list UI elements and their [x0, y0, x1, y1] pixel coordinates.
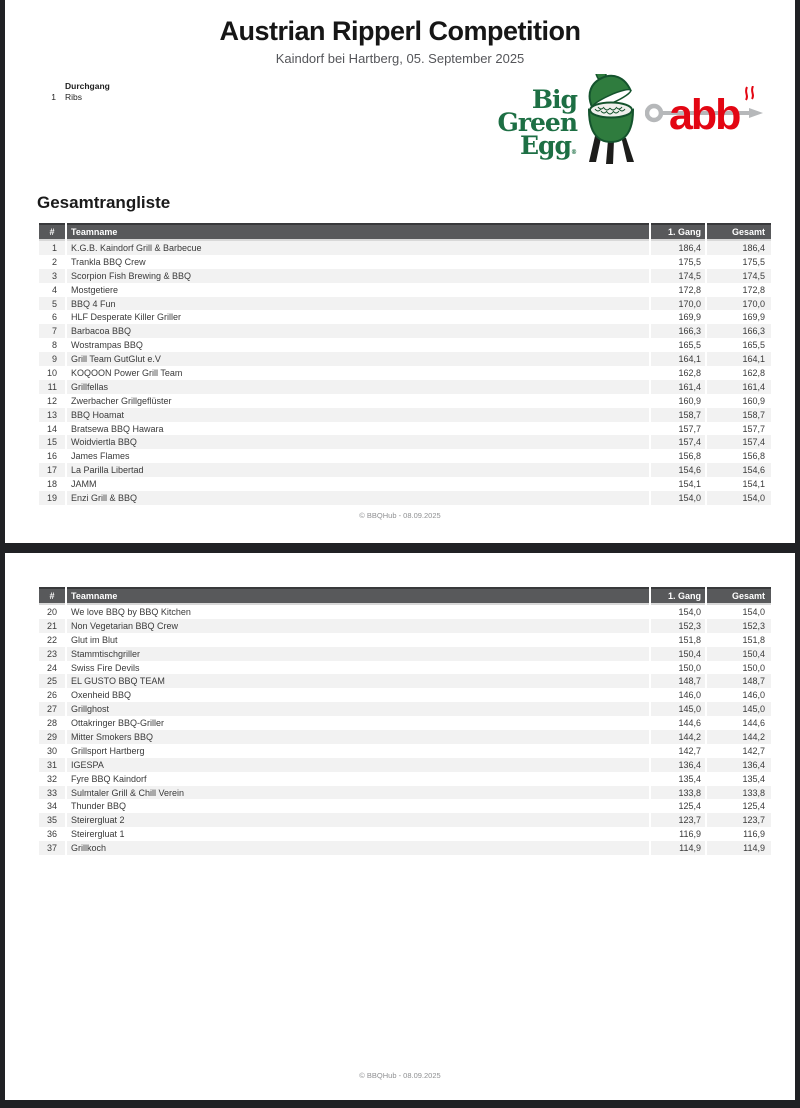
table-row	[39, 841, 771, 855]
table-row	[39, 380, 771, 394]
gang1-cell: 157,4	[651, 435, 705, 449]
team-cell: Grillfellas	[67, 380, 649, 394]
durchgang-block	[42, 81, 110, 104]
table-row	[39, 605, 771, 619]
table-row	[39, 716, 771, 730]
team-cell: K.G.B. Kaindorf Grill & Barbecue	[67, 241, 649, 255]
team-cell: Glut im Blut	[71, 634, 118, 645]
team-cell: Non Vegetarian BBQ Crew	[67, 619, 649, 633]
durchgang-row	[42, 92, 110, 103]
total-cell: 158,7	[707, 408, 771, 422]
total-cell: 154,0	[707, 491, 771, 505]
team-cell: Enzi Grill & BBQ	[67, 491, 649, 505]
table-header	[39, 223, 771, 241]
rank-cell: 5	[39, 297, 65, 311]
gang1-cell: 135,4	[678, 773, 701, 784]
gang1-cell: 154,1	[678, 479, 701, 490]
team-cell: Steirergluat 1	[71, 829, 125, 840]
big-green-egg-grill-icon	[579, 74, 643, 168]
total-cell: 144,2	[707, 730, 771, 744]
gang1-cell: 166,3	[651, 324, 705, 338]
rank-cell: 6	[51, 312, 57, 323]
total-cell: 186,4	[707, 241, 771, 255]
rank-cell: 14	[46, 423, 57, 434]
rank-cell: 26	[46, 690, 57, 701]
total-cell: 144,6	[742, 718, 765, 729]
rank-cell: 34	[46, 801, 57, 812]
total-cell: 161,4	[707, 380, 771, 394]
ranking-table-page1	[37, 223, 773, 505]
total-cell: 170,0	[707, 297, 771, 311]
table-row	[39, 647, 771, 661]
total-cell: 142,7	[742, 745, 765, 756]
total-cell: 123,7	[707, 813, 771, 827]
total-cell: 157,7	[742, 423, 765, 434]
page-title: Austrian Ripperl Competition	[219, 16, 581, 46]
gang1-cell: 136,4	[651, 758, 705, 772]
gang1-cell: 125,4	[678, 801, 701, 812]
gang1-cell: 150,0	[678, 662, 701, 673]
team-cell: Thunder BBQ	[71, 801, 127, 812]
gang1-cell: 161,4	[651, 380, 705, 394]
team-cell: Swiss Fire Devils	[71, 662, 140, 673]
gang1-cell: 164,1	[651, 352, 705, 366]
rank-cell: 28	[46, 718, 57, 729]
rank-cell: 11	[39, 380, 65, 394]
table-row	[39, 449, 771, 463]
team-cell: Steirergluat 2	[67, 813, 649, 827]
total-cell: 152,3	[707, 619, 771, 633]
rank-cell: 31	[39, 758, 65, 772]
rank-cell: 3	[39, 269, 65, 283]
team-cell: Grillkoch	[67, 841, 649, 855]
table-row	[39, 352, 771, 366]
table-row	[39, 366, 771, 380]
header-rank: #	[39, 587, 65, 605]
table-row	[39, 827, 771, 841]
rank-cell: 7	[39, 324, 65, 338]
gang1-cell: 114,9	[651, 841, 705, 855]
total-cell: 150,4	[707, 647, 771, 661]
total-cell: 165,5	[742, 340, 765, 351]
total-cell: 166,3	[707, 324, 771, 338]
gang1-cell: 156,8	[678, 451, 701, 462]
team-cell: La Parilla Libertad	[67, 463, 649, 477]
page-gap	[0, 543, 800, 553]
header-rank: #	[39, 223, 65, 241]
gang1-cell: 151,8	[678, 634, 701, 645]
total-cell: 133,8	[707, 786, 771, 800]
ranking-table-page2	[37, 587, 773, 855]
table-row	[39, 633, 771, 647]
table-header	[39, 587, 771, 605]
abb-logo	[645, 86, 763, 140]
team-cell: Fyre BBQ Kaindorf	[71, 773, 147, 784]
gang1-cell: 165,5	[678, 340, 701, 351]
team-cell: KOQOON Power Grill Team	[71, 367, 183, 378]
table-row	[39, 688, 771, 702]
team-cell: BBQ Hoamat	[67, 408, 649, 422]
table-row	[39, 674, 771, 688]
gang1-cell: 154,0	[651, 491, 705, 505]
bge-line-egg: Egg®	[519, 131, 577, 160]
page2-footer: © BBQHub - 08.09.2025	[359, 1071, 441, 1080]
team-cell: Trankla BBQ Crew	[71, 256, 146, 267]
gang1-cell: 169,9	[678, 312, 701, 323]
gang1-cell: 144,2	[651, 730, 705, 744]
team-cell: Wostrampas BBQ	[71, 340, 143, 351]
page-subtitle: Kaindorf bei Hartberg, 05. September 2025	[275, 51, 525, 66]
table-row	[39, 772, 771, 786]
rank-cell: 35	[39, 813, 65, 827]
gang1-cell: 150,4	[651, 647, 705, 661]
total-cell: 157,4	[707, 435, 771, 449]
header-gang1: 1. Gang	[651, 223, 705, 241]
gang1-cell: 146,0	[678, 690, 701, 701]
table-row	[39, 758, 771, 772]
gang1-cell: 186,4	[651, 241, 705, 255]
durchgang-label: Durchgang	[65, 81, 110, 91]
gang1-cell: 174,5	[651, 269, 705, 283]
team-cell: Bratsewa BBQ Hawara	[71, 423, 164, 434]
team-cell: Mitter Smokers BBQ	[67, 730, 649, 744]
table-row	[39, 702, 771, 716]
team-cell: Sulmtaler Grill & Chill Verein	[67, 786, 649, 800]
rank-cell: 12	[46, 395, 57, 406]
skewer-tip-icon	[749, 108, 763, 118]
team-cell: BBQ 4 Fun	[67, 297, 649, 311]
total-cell: 169,9	[742, 312, 765, 323]
abb-logo-text: abb	[669, 91, 740, 139]
rank-cell: 16	[46, 451, 57, 462]
team-cell: EL GUSTO BBQ TEAM	[67, 674, 649, 688]
bge-line-green: Green	[497, 108, 577, 137]
gang1-cell: 157,7	[678, 423, 701, 434]
durchgang-number: 1	[51, 92, 56, 103]
rank-cell: 8	[51, 340, 57, 351]
header-gang1: 1. Gang	[651, 587, 705, 605]
rank-cell: 21	[39, 619, 65, 633]
total-cell: 145,0	[707, 702, 771, 716]
page1-footer: © BBQHub - 08.09.2025	[359, 511, 441, 520]
total-cell: 162,8	[742, 367, 765, 378]
total-cell: 154,6	[707, 463, 771, 477]
rank-cell: 37	[39, 841, 65, 855]
registered-mark: ®	[571, 149, 577, 156]
header-team: Teamname	[67, 587, 649, 605]
gang1-cell: 154,6	[651, 463, 705, 477]
team-cell: HLF Desperate Killer Griller	[71, 312, 182, 323]
total-cell: 125,4	[742, 801, 765, 812]
sponsor-logos	[497, 74, 763, 168]
table-row	[39, 744, 771, 758]
rank-cell: 10	[46, 367, 57, 378]
rank-cell: 32	[46, 773, 57, 784]
total-cell: 114,9	[707, 841, 771, 855]
team-cell: We love BBQ by BBQ Kitchen	[71, 606, 191, 617]
header-total: Gesamt	[707, 223, 771, 241]
team-cell: Grill Team GutGlut e.V	[67, 352, 649, 366]
rank-cell: 13	[39, 408, 65, 422]
table-row	[39, 435, 771, 449]
table-row	[39, 491, 771, 505]
team-cell: Barbacoa BBQ	[67, 324, 649, 338]
gang1-cell: 133,8	[651, 786, 705, 800]
total-cell: 135,4	[742, 773, 765, 784]
gang1-cell: 116,9	[679, 829, 701, 840]
table-row	[39, 324, 771, 338]
table-row	[39, 394, 771, 408]
gang1-cell: 162,8	[678, 367, 701, 378]
table-row	[39, 661, 771, 675]
rank-cell: 18	[46, 479, 57, 490]
team-cell: Zwerbacher Grillgeflüster	[71, 395, 172, 406]
gang1-cell: 148,7	[651, 674, 705, 688]
table-row	[39, 297, 771, 311]
total-cell: 151,8	[742, 634, 765, 645]
gang1-cell: 144,6	[678, 718, 701, 729]
rank-cell: 27	[39, 702, 65, 716]
table-row	[39, 310, 771, 324]
skewer-ring-icon	[647, 106, 661, 120]
total-cell: 148,7	[707, 674, 771, 688]
table-row	[39, 619, 771, 633]
table-row	[39, 730, 771, 744]
rank-cell: 1	[39, 241, 65, 255]
team-cell: Oxenheid BBQ	[71, 690, 132, 701]
gang1-cell: 175,5	[678, 256, 701, 267]
gang1-cell: 158,7	[651, 408, 705, 422]
table-row	[39, 269, 771, 283]
total-cell: 154,0	[742, 606, 765, 617]
team-cell: Scorpion Fish Brewing & BBQ	[67, 269, 649, 283]
gang1-cell: 152,3	[651, 619, 705, 633]
team-cell: IGESPA	[67, 758, 649, 772]
table-row	[39, 338, 771, 352]
header-total: Gesamt	[707, 587, 771, 605]
durchgang-name: Ribs	[65, 92, 83, 103]
team-cell: Mostgetiere	[71, 284, 119, 295]
team-cell: Stammtischgriller	[67, 647, 649, 661]
team-cell: Grillghost	[67, 702, 649, 716]
total-cell: 174,5	[707, 269, 771, 283]
rank-cell: 19	[39, 491, 65, 505]
table-row	[39, 283, 771, 297]
rank-cell: 17	[39, 463, 65, 477]
team-cell: JAMM	[71, 479, 97, 490]
rank-cell: 4	[51, 284, 57, 295]
gang1-cell: 172,8	[678, 284, 701, 295]
gang1-cell: 170,0	[651, 297, 705, 311]
rank-cell: 22	[46, 634, 57, 645]
rank-cell: 23	[39, 647, 65, 661]
total-cell: 154,1	[742, 479, 765, 490]
rank-cell: 36	[46, 829, 57, 840]
gang1-cell: 123,7	[651, 813, 705, 827]
table-row	[39, 463, 771, 477]
team-cell: Grillsport Hartberg	[71, 745, 145, 756]
gang1-cell: 160,9	[678, 395, 701, 406]
rank-cell: 30	[46, 745, 57, 756]
bge-line-big: Big	[531, 85, 577, 114]
total-cell: 175,5	[742, 256, 765, 267]
flame-icon	[746, 86, 753, 100]
total-cell: 156,8	[742, 451, 765, 462]
page-2	[5, 553, 795, 1100]
rank-cell: 15	[39, 435, 65, 449]
gang1-cell: 142,7	[678, 745, 701, 756]
table-row	[39, 408, 771, 422]
header-team: Teamname	[67, 223, 649, 241]
total-cell: 164,1	[707, 352, 771, 366]
table-row	[39, 813, 771, 827]
rank-cell: 25	[39, 674, 65, 688]
rank-cell: 24	[46, 662, 57, 673]
total-cell: 172,8	[742, 284, 765, 295]
total-cell: 116,9	[743, 829, 765, 840]
gang1-cell: 154,0	[678, 606, 701, 617]
rank-cell: 20	[46, 606, 57, 617]
table-row	[39, 477, 771, 491]
rank-cell: 9	[39, 352, 65, 366]
gang1-cell: 145,0	[651, 702, 705, 716]
team-cell: Ottakringer BBQ-Griller	[71, 718, 165, 729]
rank-cell: 33	[39, 786, 65, 800]
rank-cell: 2	[51, 256, 57, 267]
team-cell: Woidviertla BBQ	[67, 435, 649, 449]
total-cell: 160,9	[742, 395, 765, 406]
total-cell: 146,0	[742, 690, 765, 701]
table-row	[39, 422, 771, 436]
table-row	[39, 241, 771, 255]
table-row	[39, 799, 771, 813]
total-cell: 136,4	[707, 758, 771, 772]
page-1	[5, 0, 795, 543]
table-row	[39, 786, 771, 800]
total-cell: 150,0	[742, 662, 765, 673]
big-green-egg-logo-text	[497, 85, 577, 160]
rank-cell: 29	[39, 730, 65, 744]
section-heading: Gesamtrangliste	[37, 193, 171, 212]
table-row	[39, 255, 771, 269]
team-cell: James Flames	[71, 451, 130, 462]
